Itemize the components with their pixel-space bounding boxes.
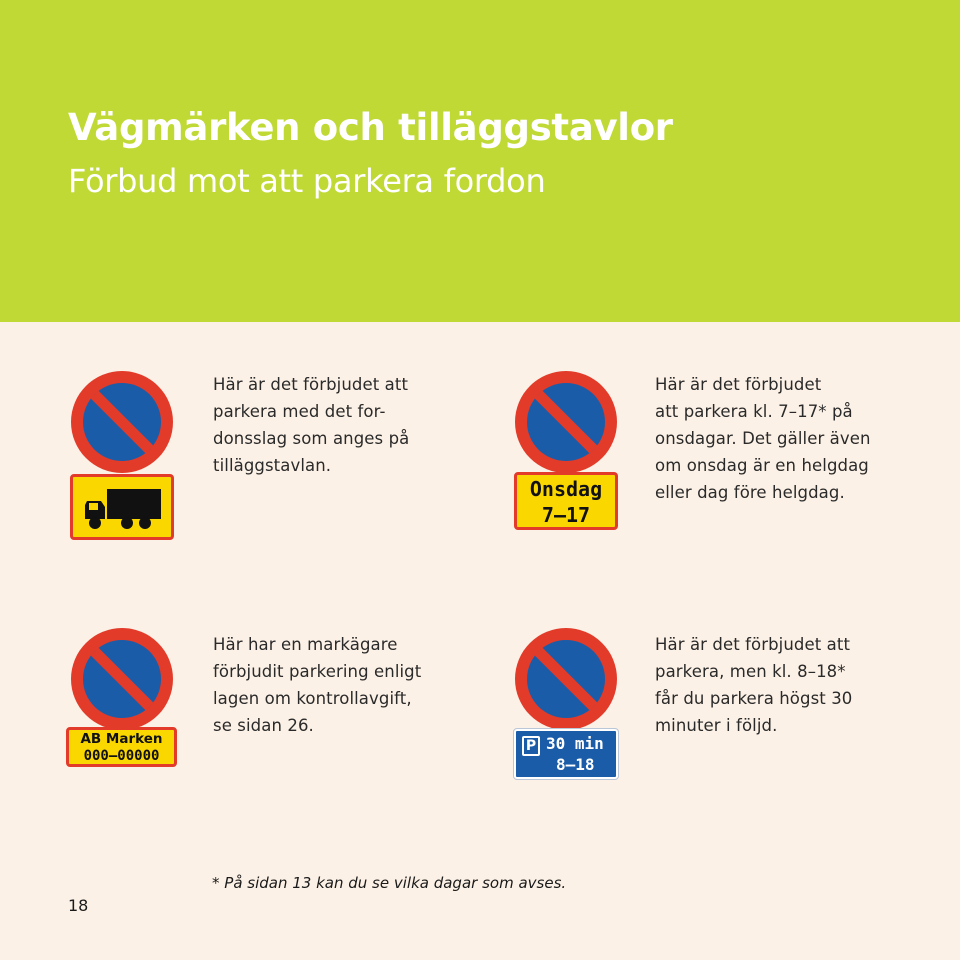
plate-owner: AB Marken: [80, 731, 163, 747]
time-limit-plate: [514, 729, 618, 779]
plate-duration: 30 min: [546, 734, 604, 753]
no-parking-sign-icon: [70, 627, 174, 731]
day-time-plate: [514, 472, 618, 530]
no-parking-sign-icon: [70, 370, 174, 474]
page-title: Vägmärken och tilläggstavlor: [68, 106, 673, 149]
sign-description: Här är det förbjudet att parkera, men kl. 8–18* får du parkera högst 30 minuter i följd.: [655, 635, 853, 735]
no-parking-sign-icon: [514, 627, 618, 731]
truck-icon: [83, 487, 163, 531]
parking-p-icon: P: [522, 736, 540, 756]
plate-number: 000–00000: [83, 748, 160, 764]
sign-description: Här är det förbjudet att parkera kl. 7–17* på onsdagar. Det gäller även om onsdag är en helgdag eller dag före helgdag.: [655, 375, 871, 502]
header-band: [0, 0, 960, 322]
footnote: * På sidan 13 kan du se vilka dagar som avses.: [212, 874, 567, 892]
plate-day: Onsdag: [529, 477, 603, 501]
no-parking-sign-icon: [514, 370, 618, 474]
page-number: 18: [68, 896, 89, 915]
plate-hours: 7–17: [541, 503, 591, 527]
landowner-plate: [66, 727, 177, 767]
plate-hours: 8–18: [556, 755, 595, 774]
vehicle-type-plate: [70, 474, 174, 540]
page-subtitle: Förbud mot att parkera fordon: [68, 162, 546, 200]
sign-description: Här har en markägare förbjudit parkering enligt lagen om kontrollavgift, se sidan 26.: [213, 635, 422, 735]
sign-description: Här är det förbjudet att parkera med det for- donsslag som anges på tilläggstavlan.: [213, 375, 410, 475]
